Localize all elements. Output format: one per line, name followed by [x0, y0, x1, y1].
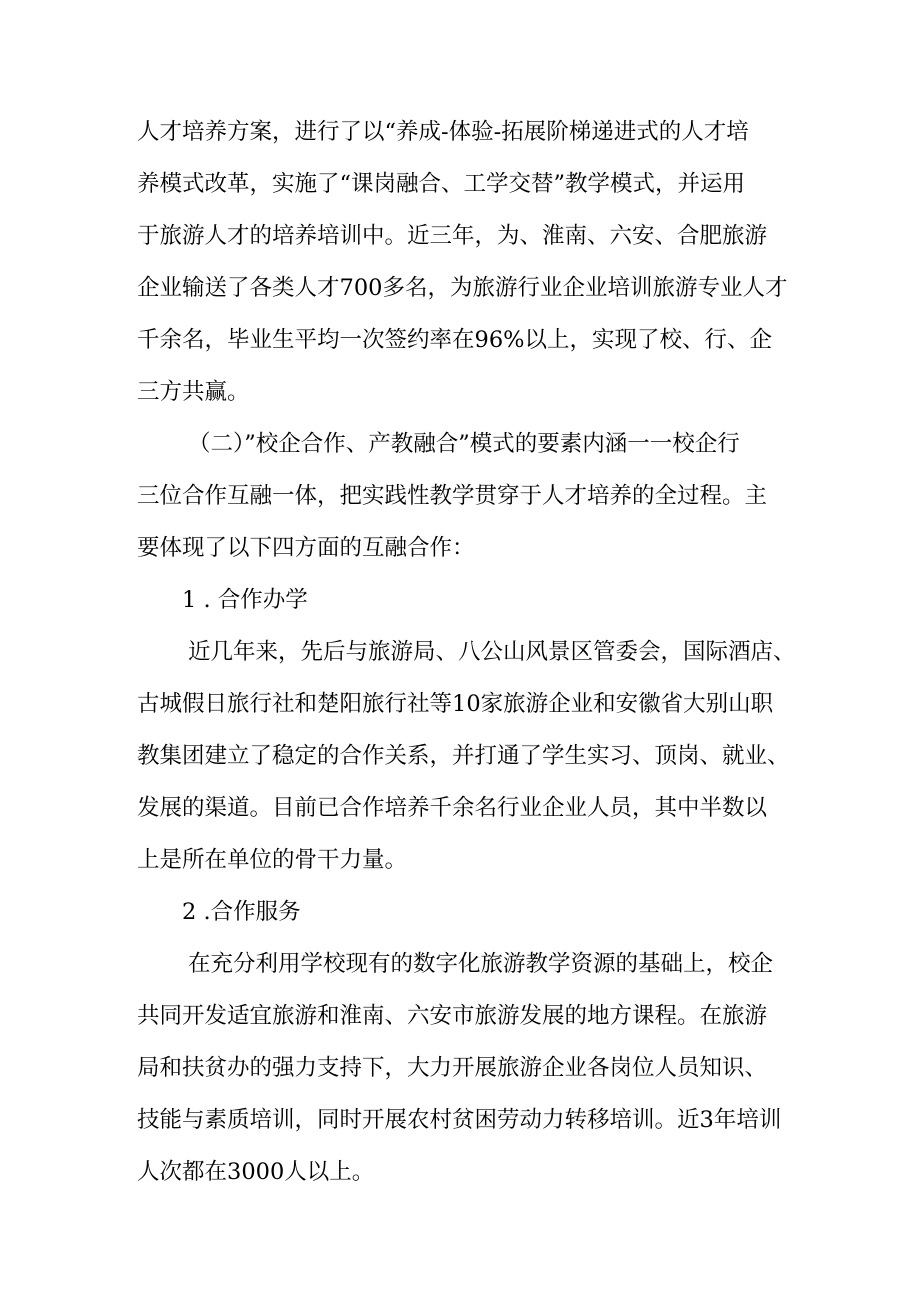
- body-line: 教集团建立了稳定的合作关系，并打通了学生实习、顶岗、就业、: [137, 743, 790, 769]
- body-line: 要体现了以下四方面的互融合作：: [137, 535, 475, 561]
- body-line: 共同开发适宜旅游和淮南、六安市旅游发展的地方课程。在旅游: [137, 1003, 768, 1029]
- body-line: 上是所在单位的骨干力量。: [137, 847, 408, 873]
- body-line: 局和扶贫办的强力支持下，大力开展旅游企业各岗位人员知识、: [137, 1055, 768, 1081]
- body-line: 企业输送了各类人才700多名，为旅游行业企业培训旅游专业人才: [137, 275, 788, 301]
- body-line: 人才培养方案，进行了以“养成-体验-拓展阶梯递进式的人才培: [137, 119, 749, 145]
- body-line: 在充分利用学校现有的数字化旅游教学资源的基础上，校企: [188, 951, 774, 977]
- body-line: 于旅游人才的培养培训中。近三年，为、淮南、六安、合肥旅游: [137, 223, 768, 249]
- body-line: 近几年来，先后与旅游局、八公山风景区管委会，国际酒店、: [188, 639, 796, 665]
- body-line: 人次都在3000人以上。: [137, 1159, 375, 1185]
- section-heading: （二）”校企合作、产教融合”模式的要素内涵一一校企行: [188, 431, 740, 457]
- body-line: 三位合作互融一体，把实践性教学贯穿于人才培养的全过程。主: [137, 483, 768, 509]
- body-line: 三方共赢。: [137, 379, 250, 405]
- body-line: 古城假日旅行社和楚阳旅行社等10家旅游企业和安徽省大别山职: [137, 691, 774, 717]
- subsection-heading: 1 . 合作办学: [182, 587, 308, 613]
- body-line: 千余名，毕业生平均一次签约率在96%以上，实现了校、行、企: [137, 327, 773, 353]
- body-line: 发展的渠道。目前已合作培养千余名行业企业人员，其中半数以: [137, 795, 768, 821]
- body-line: 养模式改革，实施了“课岗融合、工学交替”教学模式，并运用: [137, 171, 746, 197]
- subsection-heading: 2 .合作服务: [182, 899, 301, 925]
- body-line: 技能与素质培训，同时开展农村贫困劳动力转移培训。近3年培训: [137, 1107, 782, 1133]
